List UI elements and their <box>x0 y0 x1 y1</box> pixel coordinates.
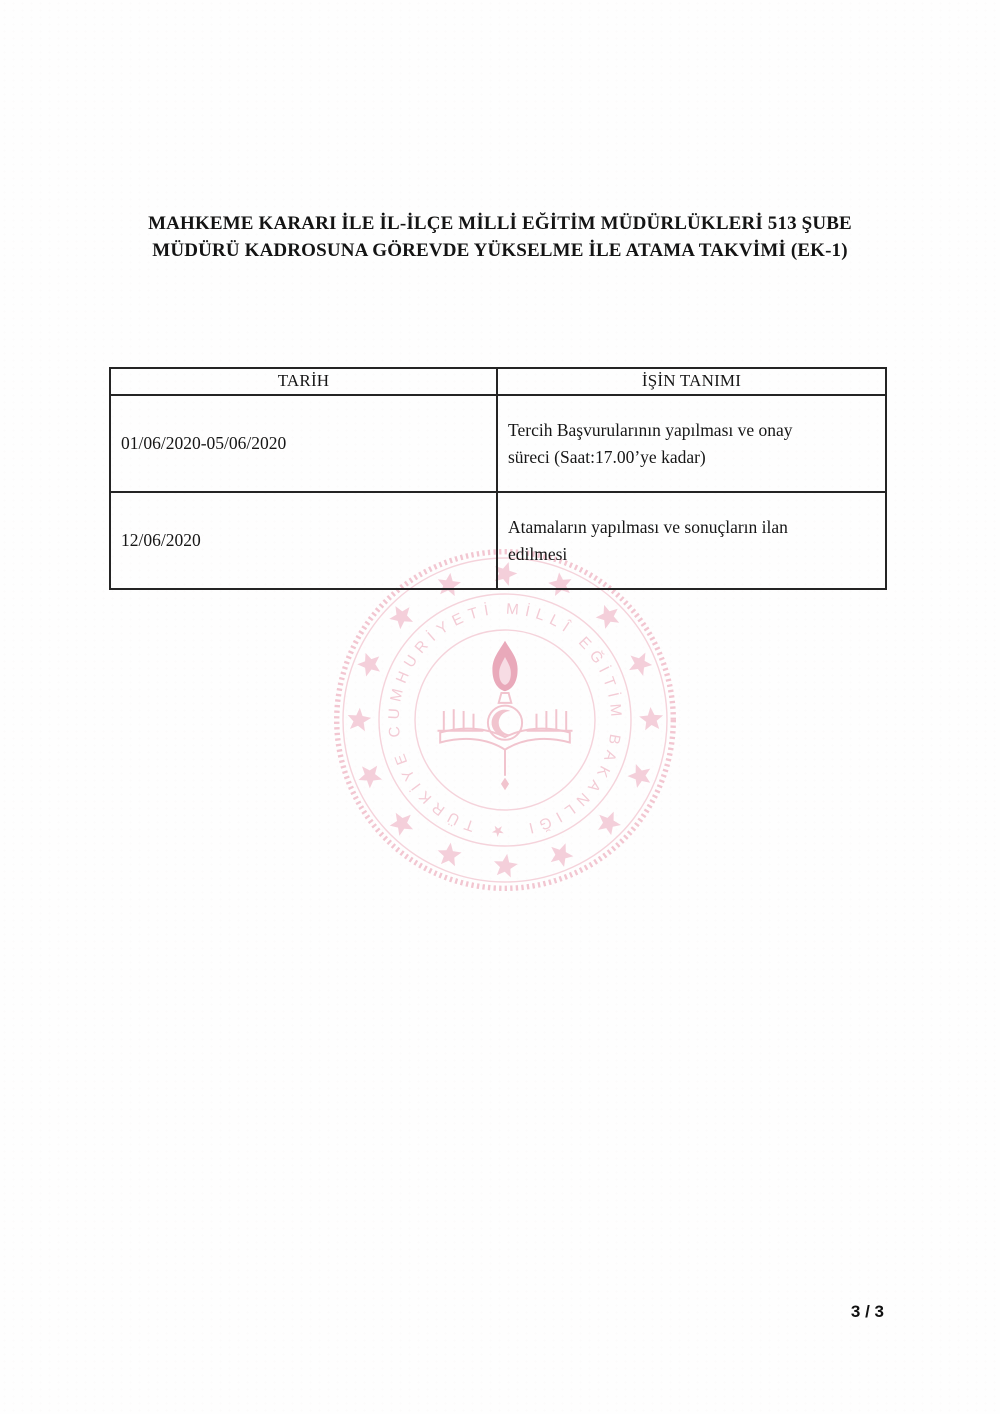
task-cell: Tercih Başvurularının yapılması ve onay süreci (Saat:17.00’ye kadar) <box>497 395 886 492</box>
table-row <box>110 492 886 589</box>
task-cell: Atamaların yapılması ve sonuçların ilan edilmesi <box>497 492 886 589</box>
title-line-2: MÜDÜRÜ KADROSUNA GÖREVDE YÜKSELME İLE ATAMA TAKVİMİ (EK-1) <box>152 239 848 261</box>
ministry-seal-watermark <box>325 540 685 900</box>
handle-diamond <box>501 778 509 791</box>
table-row <box>110 395 886 492</box>
ministry-emblem <box>438 641 573 790</box>
header-row <box>110 368 886 395</box>
column-header-date: TARİH <box>110 368 497 395</box>
title-line-1: MAHKEME KARARI İLE İL-İLÇE MİLLİ EĞİTİM MÜDÜRLÜKLERİ 513 ŞUBE <box>148 213 852 234</box>
date-cell: 01/06/2020-05/06/2020 <box>110 395 497 492</box>
page-number: 3 / 3 <box>850 1302 884 1321</box>
seal-middle-ring <box>379 594 631 846</box>
seal-circular-text: ★ TÜRKİYE CUMHURİYETİ MİLLÎ EĞİTİM BAKANLIĞI <box>385 600 625 840</box>
document-title <box>60 211 940 264</box>
schedule-table <box>109 367 887 590</box>
right-page-ticks <box>527 709 573 731</box>
column-header-task: İŞİN TANIMI <box>497 368 886 395</box>
seal-rope-border <box>337 552 674 889</box>
left-page-ticks <box>438 709 484 731</box>
date-cell: 12/06/2020 <box>110 492 497 589</box>
torch-knot <box>499 693 512 703</box>
